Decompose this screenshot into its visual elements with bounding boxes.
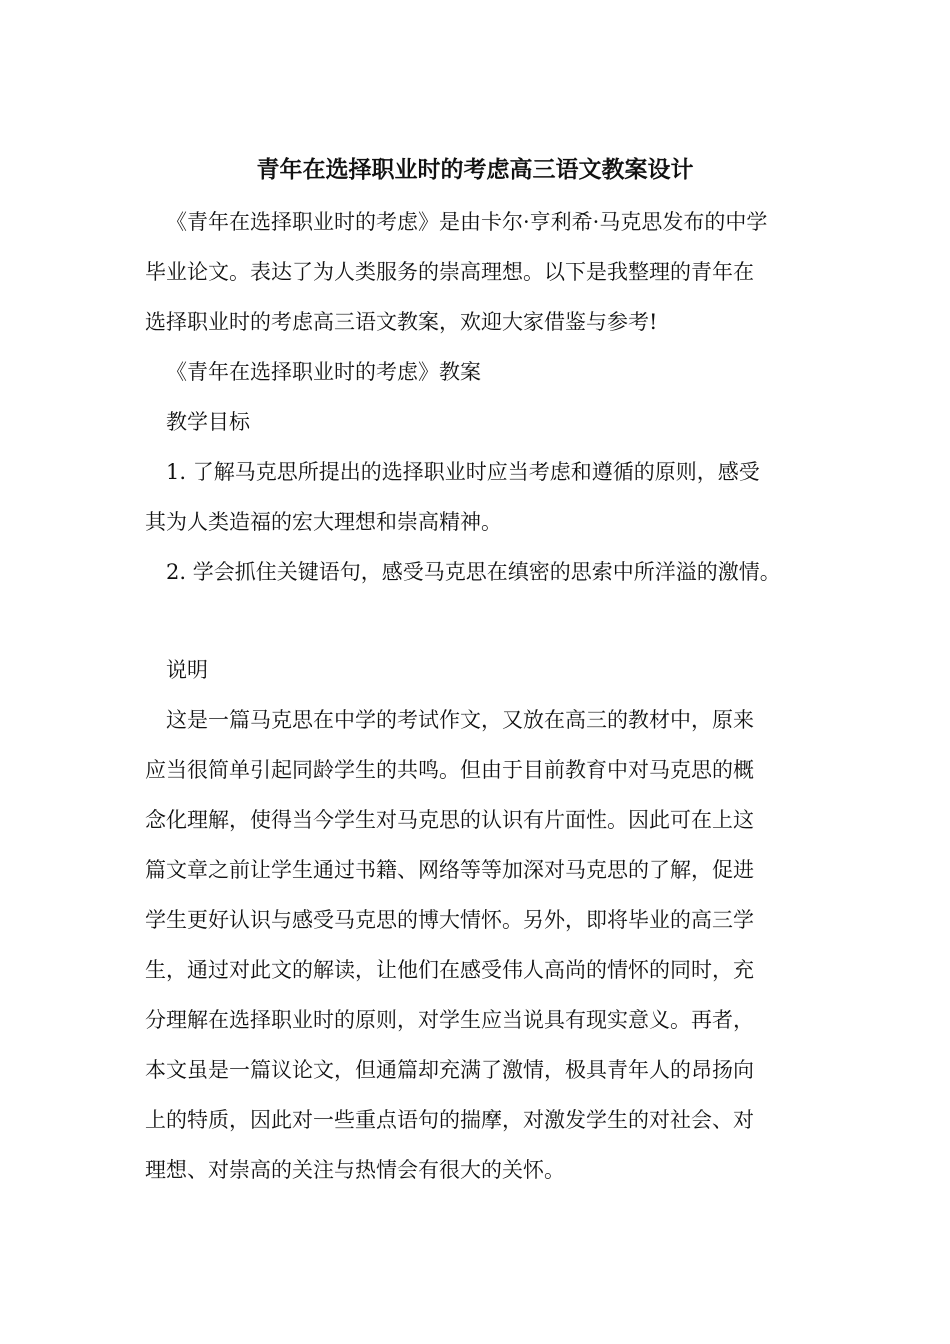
explain-line: 学生更好认识与感受马克思的博大情怀。另外，即将毕业的高三学: [145, 908, 754, 932]
explain-line: 分理解在选择职业时的原则，对学生应当说具有现实意义。再者，: [145, 1008, 754, 1032]
explain-line: 应当很简单引起同龄学生的共鸣。但由于目前教育中对马克思的概: [145, 758, 754, 782]
explain-line: 上的特质，因此对一些重点语句的揣摩，对激发学生的对社会、对: [145, 1108, 754, 1132]
explain-line: 这是一篇马克思在中学的考试作文，又放在高三的教材中，原来: [166, 708, 754, 732]
goal-line: 其为人类造福的宏大理想和崇高精神。: [145, 510, 502, 534]
goal-line: 1. 了解马克思所提出的选择职业时应当考虑和遵循的原则，感受: [166, 460, 760, 484]
intro-paragraph: [145, 197, 807, 347]
lesson-heading: 《青年在选择职业时的考虑》教案: [166, 360, 481, 384]
explain-line: 理想、对崇高的关注与热情会有很大的关怀。: [145, 1158, 565, 1182]
explain-line: 念化理解，使得当今学生对马克思的认识有片面性。因此可在上这: [145, 808, 754, 832]
explain-paragraph: [145, 695, 807, 1195]
intro-line: 毕业论文。表达了为人类服务的崇高理想。以下是我整理的青年在: [145, 260, 754, 284]
explain-line: 生，通过对此文的解读，让他们在感受伟人高尚的情怀的同时，充: [145, 958, 754, 982]
intro-line: 《青年在选择职业时的考虑》是由卡尔·亨利希·马克思发布的中学: [166, 210, 768, 234]
explain-heading: 说明: [166, 658, 208, 682]
goal-item-1: [145, 447, 807, 547]
goal-item-2: 2. 学会抓住关键语句，感受马克思在缜密的思索中所洋溢的激情。: [166, 560, 781, 584]
document-title: 青年在选择职业时的考虑高三语文教案设计: [256, 157, 694, 183]
goals-heading: 教学目标: [166, 410, 250, 434]
explain-line: 本文虽是一篇议论文，但通篇却充满了激情，极具青年人的昂扬向: [145, 1058, 754, 1082]
explain-line: 篇文章之前让学生通过书籍、网络等等加深对马克思的了解，促进: [145, 858, 754, 882]
intro-line: 选择职业时的考虑高三语文教案，欢迎大家借鉴与参考!: [145, 310, 658, 334]
